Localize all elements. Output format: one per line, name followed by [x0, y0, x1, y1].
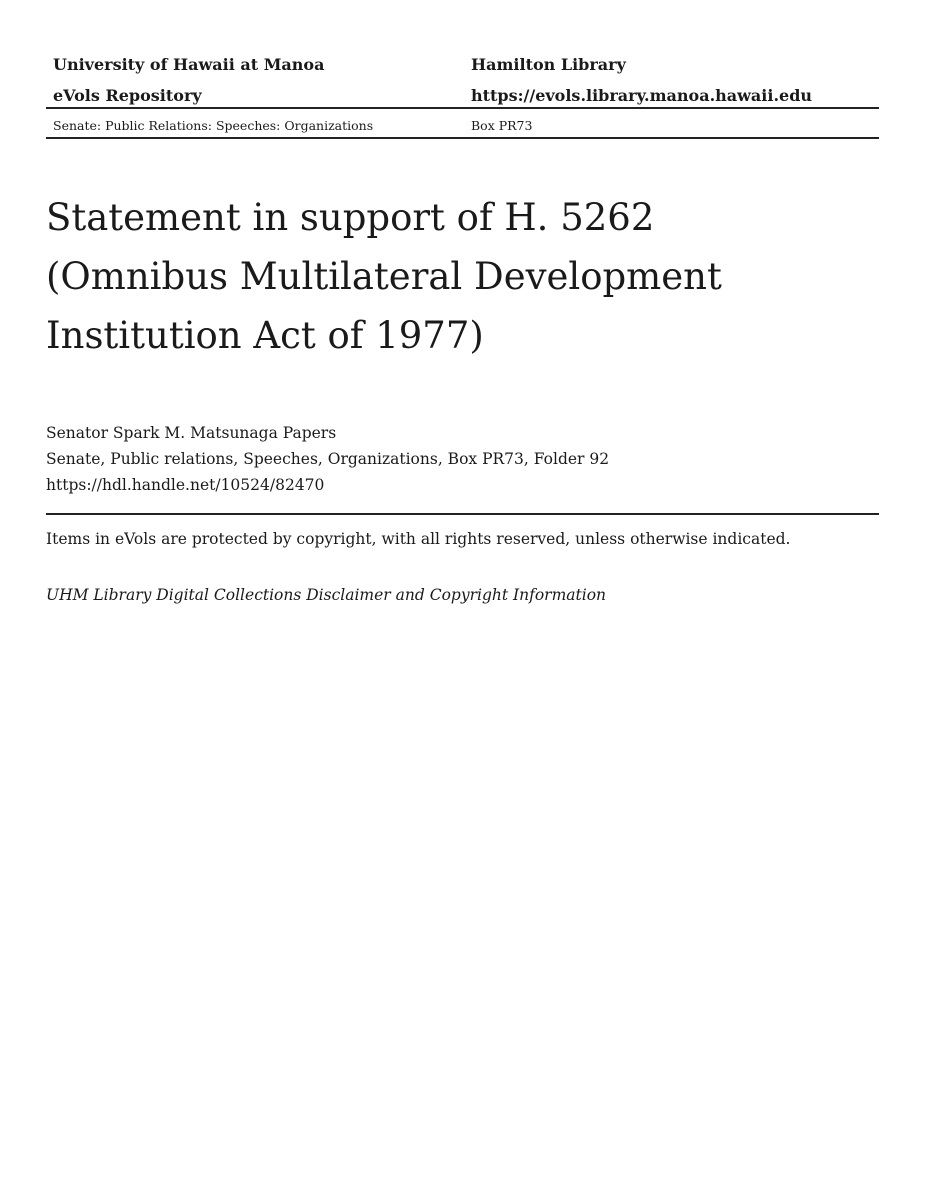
- title-line: Institution Act of 1977): [46, 314, 484, 357]
- library-name: Hamilton Library: [471, 55, 626, 74]
- repository-url[interactable]: https://evols.library.manoa.hawaii.edu: [471, 86, 813, 105]
- header-divider-bottom: [46, 137, 879, 139]
- folder-location: Senate, Public relations, Speeches, Organizations, Box PR73, Folder 92: [46, 450, 610, 468]
- title-line: (Omnibus Multilateral Development: [46, 255, 722, 298]
- document-metadata: [46, 420, 879, 498]
- collection-path: Senate: Public Relations: Speeches: Organizations: [53, 118, 374, 133]
- box-label: Box PR73: [471, 118, 533, 133]
- collection-name: Senator Spark M. Matsunaga Papers: [46, 424, 337, 442]
- institution-name: University of Hawaii at Manoa: [53, 55, 325, 74]
- metadata-divider: [46, 513, 879, 515]
- copyright-notice: Items in eVols are protected by copyright, with all rights reserved, unless otherwise indicated.: [46, 530, 791, 548]
- repository-name: eVols Repository: [53, 86, 202, 105]
- handle-link[interactable]: https://hdl.handle.net/10524/82470: [46, 476, 325, 494]
- document-title: [46, 188, 879, 365]
- header-divider-top: [46, 107, 879, 109]
- title-line: Statement in support of H. 5262: [46, 196, 655, 239]
- disclaimer-link[interactable]: UHM Library Digital Collections Disclaimer and Copyright Information: [46, 586, 607, 604]
